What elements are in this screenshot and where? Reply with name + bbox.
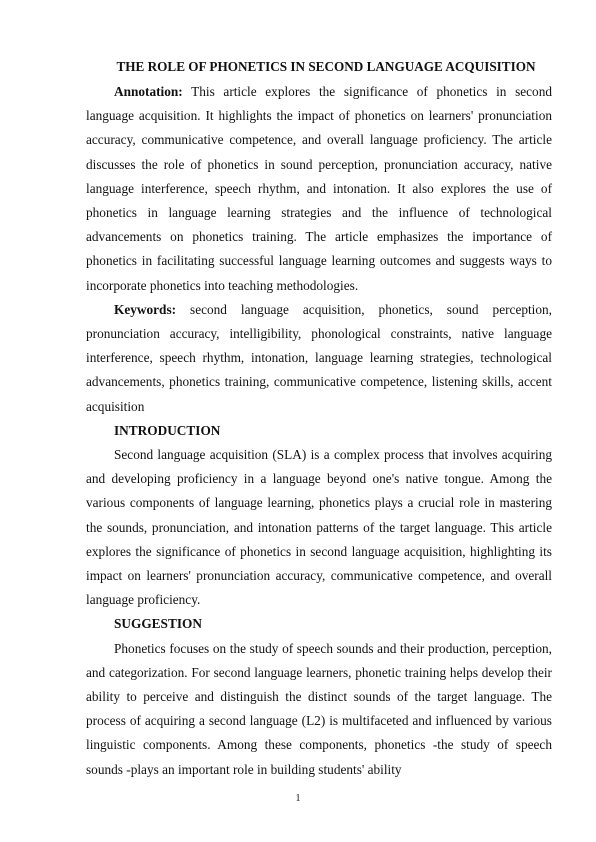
introduction-paragraph: Second language acquisition (SLA) is a complex process that involves acquiring and developing proficiency in a language beyond one's native tongue. Among the various components of language learning, phonetics plays a crucial role in mastering the sounds, pronunciation, and intonation patterns of the target language. This article explores the significance of phonetics in second language acquisition, highlighting its impact on learners' pronunciation accuracy, communicative competence, and overall language proficiency. [86, 447, 552, 608]
document-page [86, 58, 552, 782]
suggestion-paragraph: Phonetics focuses on the study of speech sounds and their production, perception, and categorization. For second language learners, phonetic training helps develop their ability to perceive and distinguish the distinct sounds of the target language. The process of acquiring a second language (L2) is multifaceted and influenced by various linguistic components. Among these components, phonetics -the study of speech sounds -plays an important role in building students' ability [86, 640, 552, 777]
annotation-text: This article explores the significance of phonetics in second language acquisition. It highlights the impact of phonetics on learners' pronunciation accuracy, communicative competence, and overall language proficiency. The article discusses the role of phonetics in sound perception, pronunciation accuracy, native language interference, speech rhythm, and intonation. It also explores the use of phonetics in language learning strategies and the influence of technological advancements on phonetics training. The article emphasizes the importance of phonetics in facilitating successful language learning outcomes and suggests ways to incorporate phonetics into teaching methodologies. [86, 84, 552, 293]
annotation-label: Annotation: [114, 84, 183, 99]
keywords-text: second language acquisition, phonetics, sound perception, pronunciation accuracy, intelligibility, phonological constraints, native language interference, speech rhythm, intonation, language learning strategies, technological advancements, phonetics training, communicative competence, listening skills, accent acquisition [86, 301, 552, 414]
introduction-heading: INTRODUCTION [114, 422, 221, 438]
keywords-label: Keywords: [114, 301, 177, 317]
keywords-paragraph [86, 298, 552, 419]
article-title: THE ROLE OF PHONETICS IN SECOND LANGUAGE ACQUISITION [116, 59, 536, 74]
page-number: 1 [295, 793, 301, 804]
suggestion-heading: SUGGESTION [114, 616, 202, 632]
annotation-paragraph [86, 80, 552, 298]
